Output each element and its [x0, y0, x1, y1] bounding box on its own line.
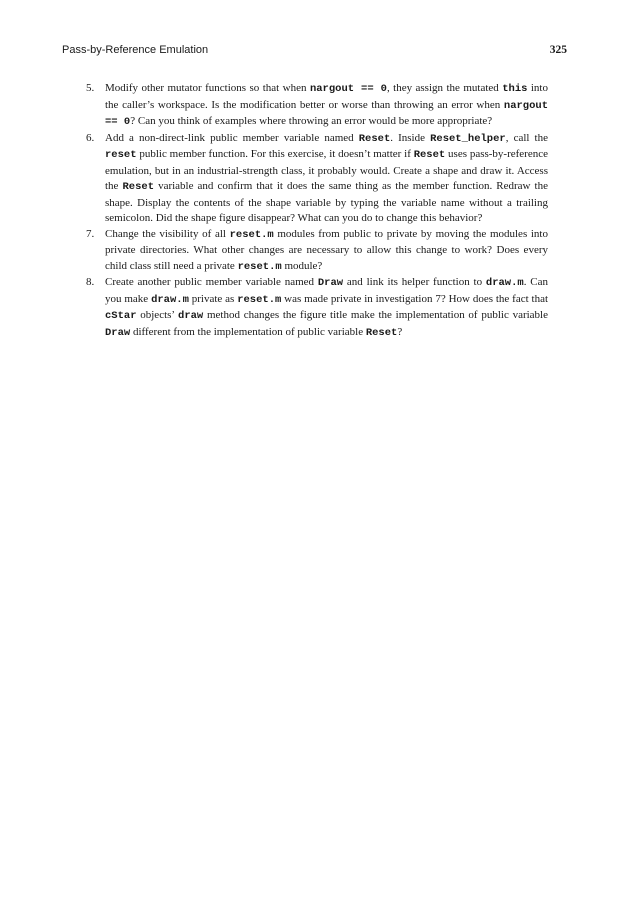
page-number: 325 [549, 44, 567, 56]
inline-code: Draw [105, 326, 131, 339]
exercise-item [82, 131, 548, 227]
inline-code: Reset [122, 181, 155, 193]
exercise-number: 5. [86, 82, 95, 94]
exercise-text: Modify other mutator functions so that when nargout == 0, they assign the mutated this into the caller’s workspace. Is the modification better or worse than throwing an error when nargout == 0? Can you think of examples where throwing an error would be more appropriate? [105, 82, 548, 128]
inline-code: Reset [358, 132, 391, 145]
exercise-number: 7. [86, 227, 95, 240]
inline-code: draw.m [485, 277, 524, 289]
inline-code: nargout == 0 [105, 99, 548, 128]
exercise-item [82, 227, 548, 276]
inline-code: reset.m [237, 293, 282, 306]
running-title: Pass-by-Reference Emulation [62, 44, 209, 56]
exercise-item [82, 81, 548, 131]
running-header [62, 44, 567, 60]
inline-code: Reset [413, 149, 446, 161]
inline-code: Reset_helper [430, 132, 506, 145]
exercise-number: 8. [86, 276, 95, 288]
inline-code: reset.m [237, 260, 282, 273]
inline-code: this [502, 83, 528, 95]
exercise-text: Create another public member variable named Draw and link its helper function to draw.m. Can you make draw.m private as reset.m was made private in investigation 7? How does the fact that cStar objects’ draw method changes the figure title make the implementation of public variable Draw different from the implementation of public variable Reset? [105, 276, 549, 339]
exercise-list [82, 81, 548, 341]
inline-code: reset [105, 149, 137, 161]
inline-code: draw [178, 310, 204, 322]
exercise-item [82, 275, 548, 341]
inline-code: Reset [365, 326, 398, 339]
inline-code: nargout == 0 [309, 83, 387, 95]
exercise-number: 6. [86, 131, 95, 144]
inline-code: draw.m [151, 293, 189, 306]
inline-code: Draw [317, 277, 344, 289]
exercise-text: Add a non-direct-link public member variable named Reset. Inside Reset_helper, call the reset public member function. For this exercise, it doesn’t matter if Reset uses pass-by-reference emulation, but in an industrial-strength class, it probably would. Create a shape and draw it. Access the Reset variable and confirm that it does the same thing as the member function. Redraw the shape. Display the contents of the shape variable by typing the variable name without a trailing semicolon. Did the shape figure disappear? What can you do to change this behavior? [105, 131, 548, 224]
inline-code: cStar [105, 310, 137, 322]
inline-code: reset.m [229, 228, 274, 241]
exercise-text: Change the visibility of all reset.m modules from public to private by moving the modules into private directories. What other changes are necessary to allow this change to work? Does every child class still need a private reset.m module? [105, 227, 548, 273]
